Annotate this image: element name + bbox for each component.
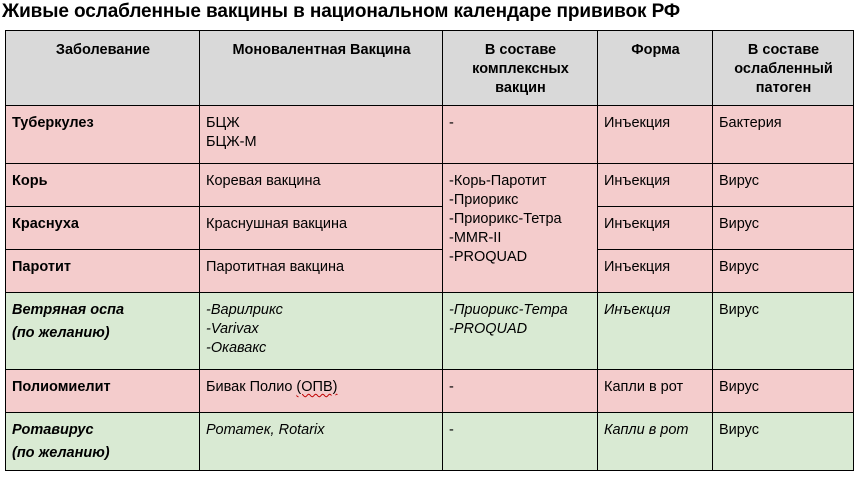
vaccine-name: -PROQUAD <box>449 249 528 265</box>
vaccine-name: БЦЖ-М <box>206 134 257 150</box>
mono-vaccine-cell <box>200 207 443 250</box>
pathogen-value: Вирус <box>719 259 760 275</box>
form-value: Инъекция <box>604 216 671 232</box>
pathogen-cell <box>713 106 854 164</box>
disease-name: Полиомиелит <box>12 379 111 395</box>
mono-vaccine-cell <box>200 370 443 413</box>
mono-vaccine-cell <box>200 413 443 471</box>
table-row <box>6 250 854 293</box>
disease-cell <box>6 413 200 471</box>
complex-vaccine-cell <box>443 413 598 471</box>
complex-vaccine-cell <box>443 293 598 370</box>
vaccine-name: Ротатек, Rotarix <box>206 422 325 438</box>
vaccine-name: -Варилрикс <box>206 302 283 318</box>
table-header-row <box>6 31 854 106</box>
vaccine-name: -MMR-II <box>449 230 502 246</box>
spellcheck-underlined-text: (ОПВ) <box>296 379 338 395</box>
form-value: Инъекция <box>604 302 671 318</box>
pathogen-value: Вирус <box>719 302 760 318</box>
vaccine-name: Коревая вакцина <box>206 173 321 189</box>
form-cell <box>598 293 713 370</box>
vaccine-name: Бивак Полио <box>206 379 297 395</box>
table-row <box>6 164 854 207</box>
vaccine-name: - <box>449 422 454 438</box>
disease-name: Туберкулез <box>12 115 94 131</box>
header-mono-vaccine: Моновалентная Вакцина <box>200 31 443 106</box>
disease-note: (по желанию) <box>12 445 110 461</box>
header-complex-vaccines: В составе комплексных вакцин <box>443 31 598 106</box>
form-cell <box>598 413 713 471</box>
pathogen-cell <box>713 164 854 207</box>
disease-cell <box>6 106 200 164</box>
table-row <box>6 293 854 370</box>
pathogen-value: Вирус <box>719 422 760 438</box>
vaccine-name: Паротитная вакцина <box>206 259 345 275</box>
header-pathogen: В составе ослабленный патоген <box>713 31 854 106</box>
table-row <box>6 106 854 164</box>
form-cell <box>598 250 713 293</box>
vaccine-name: Краснушная вакцина <box>206 216 348 232</box>
disease-cell <box>6 207 200 250</box>
form-value: Инъекция <box>604 173 671 189</box>
vaccine-name: -Varivax <box>206 321 259 337</box>
form-cell <box>598 207 713 250</box>
disease-name: Ветряная оспа <box>12 302 125 318</box>
header-disease: Заболевание <box>6 31 200 106</box>
pathogen-value: Бактерия <box>719 115 782 131</box>
table-row <box>6 413 854 471</box>
form-value: Инъекция <box>604 259 671 275</box>
disease-name: Корь <box>12 173 48 189</box>
complex-vaccine-cell <box>443 106 598 164</box>
mono-vaccine-cell <box>200 106 443 164</box>
form-value: Инъекция <box>604 115 671 131</box>
disease-cell <box>6 293 200 370</box>
vaccine-name: БЦЖ <box>206 115 240 131</box>
pathogen-value: Вирус <box>719 379 760 395</box>
disease-note: (по желанию) <box>12 325 110 341</box>
mono-vaccine-cell <box>200 293 443 370</box>
disease-name: Паротит <box>12 259 71 275</box>
page-title: Живые ослабленные вакцины в национальном календаре прививок РФ <box>2 1 681 22</box>
vaccine-name: -PROQUAD <box>449 321 528 337</box>
form-value: Капли в рот <box>604 422 689 438</box>
pathogen-cell <box>713 293 854 370</box>
pathogen-cell <box>713 207 854 250</box>
disease-cell <box>6 250 200 293</box>
form-cell <box>598 106 713 164</box>
vaccine-name: -Корь-Паротит <box>449 173 547 189</box>
pathogen-cell <box>713 370 854 413</box>
mono-vaccine-cell <box>200 250 443 293</box>
header-form: Форма <box>598 31 713 106</box>
pathogen-cell <box>713 413 854 471</box>
vaccine-name: -Приорикс <box>449 192 519 208</box>
form-cell <box>598 370 713 413</box>
disease-name: Ротавирус <box>12 422 94 438</box>
vaccine-table <box>5 30 854 471</box>
disease-cell <box>6 370 200 413</box>
form-value: Капли в рот <box>604 379 684 395</box>
pathogen-value: Вирус <box>719 216 760 232</box>
mmr-complex-vaccine-cell <box>443 164 598 293</box>
vaccine-name: -Окавакс <box>206 340 267 356</box>
form-cell <box>598 164 713 207</box>
table-row <box>6 370 854 413</box>
vaccine-name: -Приорикс-Тетра <box>449 211 562 227</box>
vaccine-name: - <box>449 379 454 395</box>
disease-cell <box>6 164 200 207</box>
mono-vaccine-cell <box>200 164 443 207</box>
vaccine-name: -Приорикс-Тетра <box>449 302 568 318</box>
pathogen-value: Вирус <box>719 173 760 189</box>
disease-name: Краснуха <box>12 216 79 232</box>
table-row <box>6 207 854 250</box>
vaccine-name: - <box>449 115 454 131</box>
complex-vaccine-cell <box>443 370 598 413</box>
pathogen-cell <box>713 250 854 293</box>
